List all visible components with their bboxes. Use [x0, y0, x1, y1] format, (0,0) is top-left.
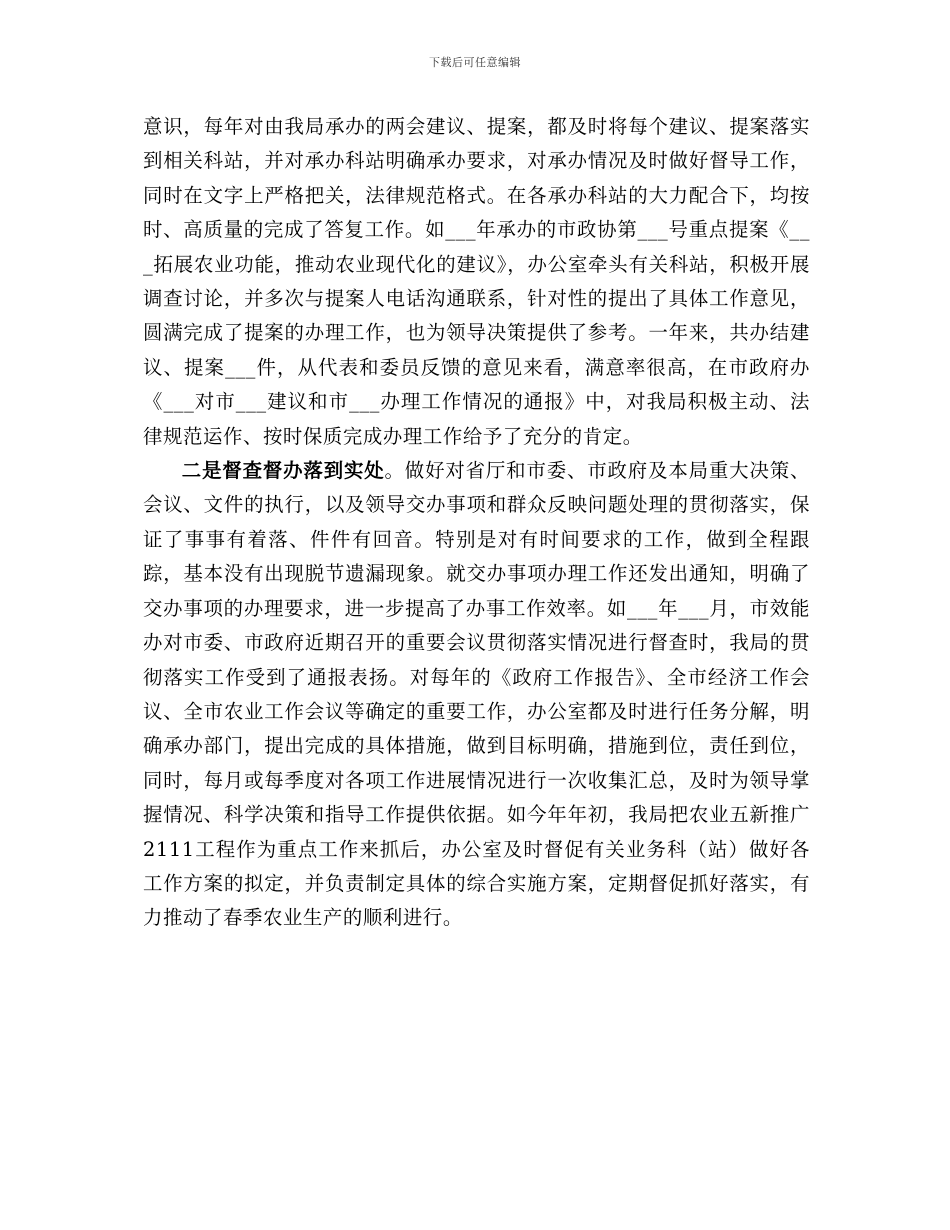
paragraph-continuation — [143, 110, 810, 454]
paragraph-supervision — [143, 454, 810, 936]
paragraph-lead-heading: 二是督查督办落到实处 — [181, 459, 385, 483]
paragraph-text: 意识，每年对由我局承办的两会建议、提案，都及时将每个建议、提案落实到相关科站，并对承办科站明确承办要求，对承办情况及时做好督导工作，同时在文字上严格把关，法律规范格式。在各承办科站的大力配合下，均按时、高质量的完成了答复工作。如___年承办的市政协第___号重点提案《___拓展农业功能，推动农业现代化的建议》，办公室牵头有关科站，积极开展调查讨论，并多次与提案人电话沟通联系，针对性的提出了具体工作意见，圆满完成了提案的办理工作，也为领导决策提供了参考。一年来，共办结建议、提案___件，从代表和委员反馈的意见来看，满意率很高，在市政府办《___对市___建议和市___办理工作情况的通报》中，对我局积极主动、法律规范运作、按时保质完成办理工作给予了充分的肯定。 — [143, 115, 810, 448]
page-header: 下载后可任意编辑 — [429, 56, 521, 69]
paragraph-text: 。做好对省厅和市委、市政府及本局重大决策、会议、文件的执行，以及领导交办事项和群众反映问题处理的贯彻落实，保证了事事有着落、件件有回音。特别是对有时间要求的工作，做到全程跟踪，基本没有出现脱节遗漏现象。就交办事项办理工作还发出通知，明确了交办事项的办理要求，进一步提高了办事工作效率。如___年___月，市效能办对市委、市政府近期召开的重要会议贯彻落实情况进行督查时，我局的贯彻落实工作受到了通报表扬。对每年的《政府工作报告》、全市经济工作会议、全市农业工作会议等确定的重要工作，办公室都及时进行任务分解，明确承办部门，提出完成的具体措施，做到目标明确，措施到位，责任到位，同时，每月或每季度对各项工作进展情况进行一次收集汇总，及时为领导掌握情况、科学决策和指导工作提供依据。如今年年初，我局把农业五新推广2111工程作为重点工作来抓后，办公室及时督促有关业务科（站）做好各工作方案的拟定，并负责制定具体的综合实施方案，定期督促抓好落实，有力推动了春季农业生产的顺利进行。 — [143, 459, 810, 930]
document-body — [143, 110, 810, 936]
